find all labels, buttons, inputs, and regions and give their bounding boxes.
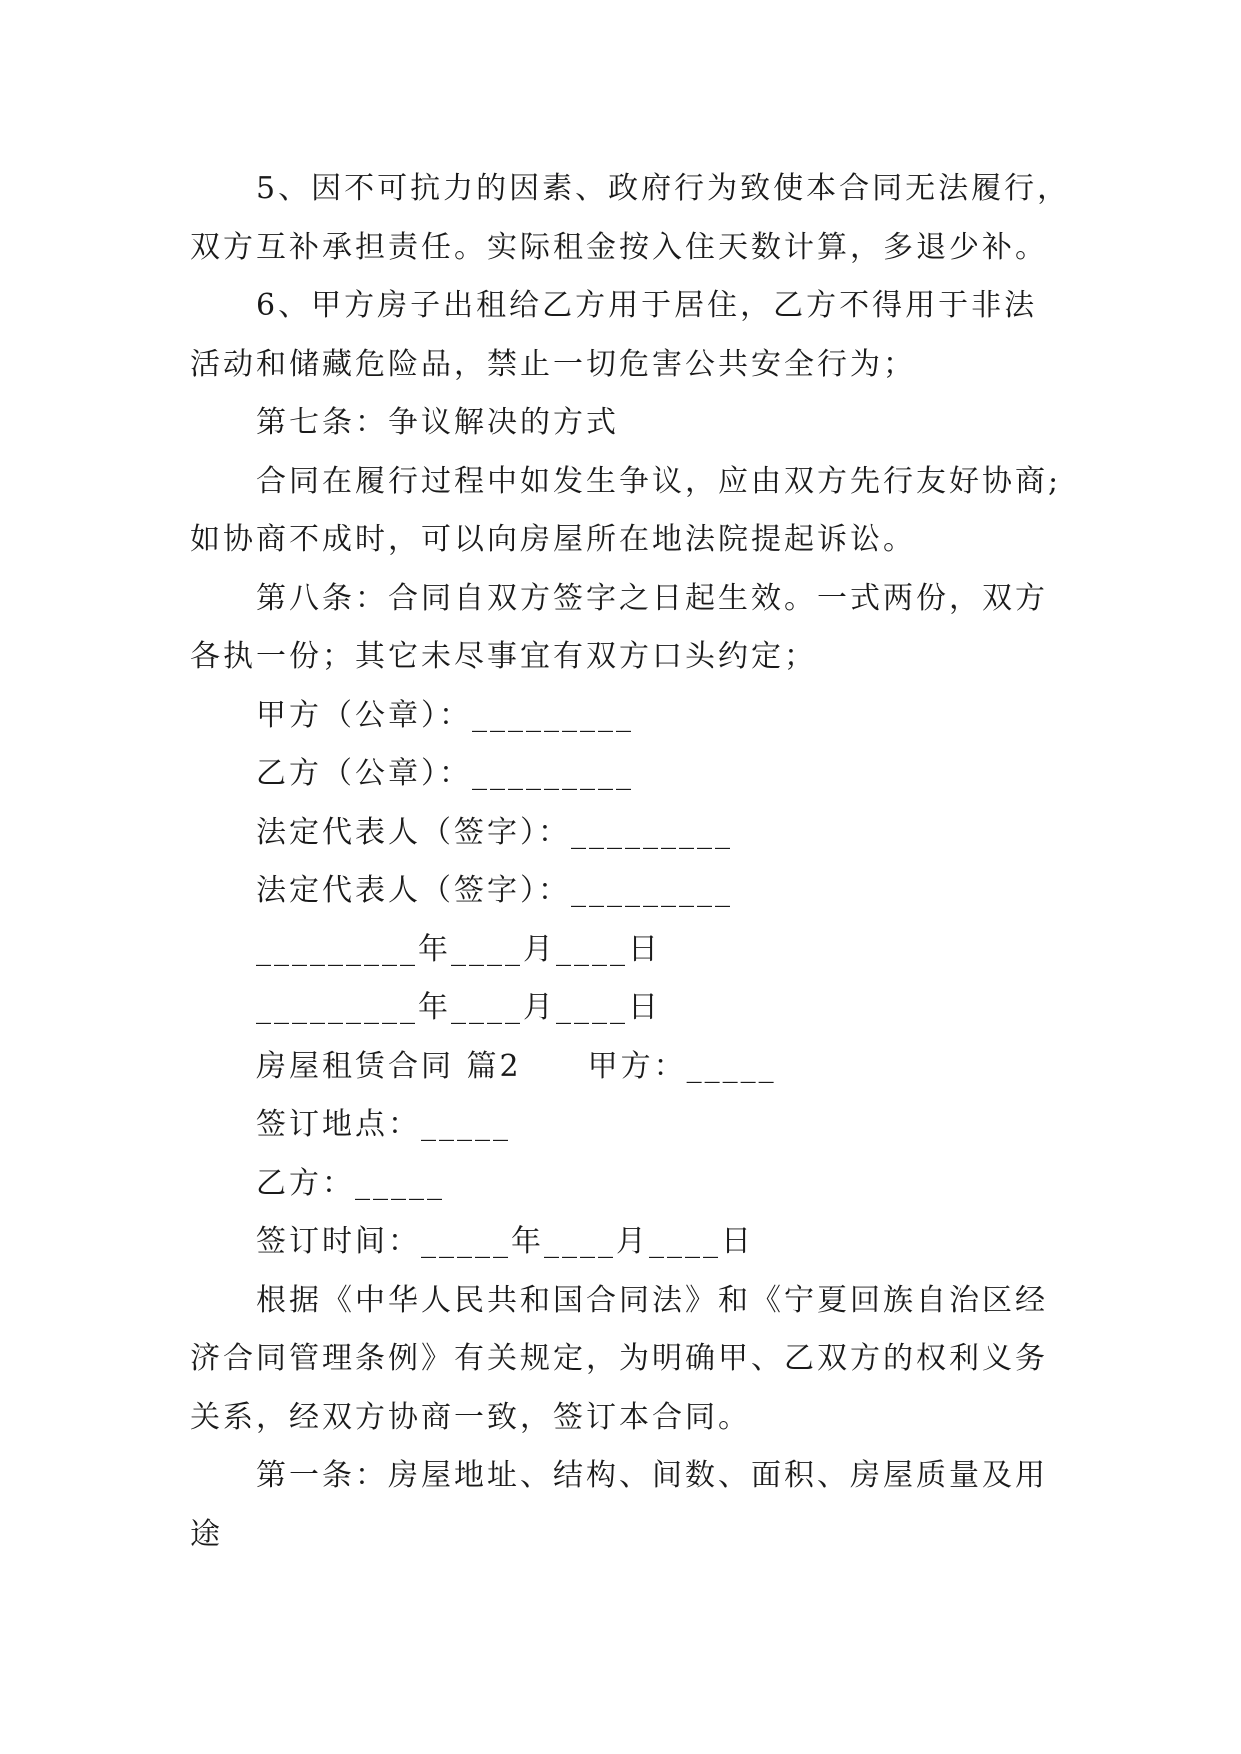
legal-rep-signature-field: 法定代表人（签字）：_________	[256, 873, 733, 908]
signing-time-field: 签订时间：_____年____月____日	[256, 1224, 754, 1259]
text-line: 济合同管理条例》有关规定，为明确甲、乙双方的权利义务	[190, 1341, 1048, 1376]
text-line: 途	[190, 1516, 223, 1552]
document-body	[190, 160, 1070, 1564]
date-field: _________年____月____日	[256, 931, 661, 967]
section-heading-article-1: 第一条：房屋地址、结构、间数、面积、房屋质量及用	[256, 1458, 1048, 1493]
text-line: 关系，经双方协商一致，签订本合同。	[190, 1399, 751, 1435]
text-line: 如协商不成时，可以向房屋所在地法院提起诉讼。	[190, 522, 916, 557]
party-a-seal-field: 甲方（公章）：_________	[256, 697, 634, 733]
party-b-field: 乙方：_____	[256, 1165, 445, 1201]
text-line: 6、甲方房子出租给乙方用于居住，乙方不得用于非法	[256, 288, 1038, 323]
text-line: 双方互补承担责任。实际租金按入住天数计算，多退少补。	[190, 229, 1048, 265]
text-line: 各执一份；其它未尽事宜有双方口头约定；	[190, 639, 817, 674]
legal-rep-signature-field: 法定代表人（签字）：_________	[256, 814, 733, 850]
section-heading-article-7: 第七条：争议解决的方式	[256, 405, 619, 440]
signing-place-field: 签订地点：_____	[256, 1107, 511, 1142]
date-field: _________年____月____日	[256, 990, 661, 1025]
text-line: 合同在履行过程中如发生争议，应由双方先行友好协商;	[256, 463, 1062, 499]
text-line: 活动和储藏危险品，禁止一切危害公共安全行为；	[190, 346, 916, 382]
party-b-seal-field: 乙方（公章）：_________	[256, 756, 634, 791]
text-line: 5、因不可抗力的因素、政府行为致使本合同无法履行，	[256, 171, 1071, 206]
section-heading-article-8: 第八条：合同自双方签字之日起生效。一式两份，双方	[256, 580, 1048, 616]
text-line: 根据《中华人民共和国合同法》和《宁夏回族自治区经	[256, 1282, 1048, 1318]
contract-2-title: 房屋租赁合同 篇2 甲方：_____	[256, 1048, 777, 1084]
